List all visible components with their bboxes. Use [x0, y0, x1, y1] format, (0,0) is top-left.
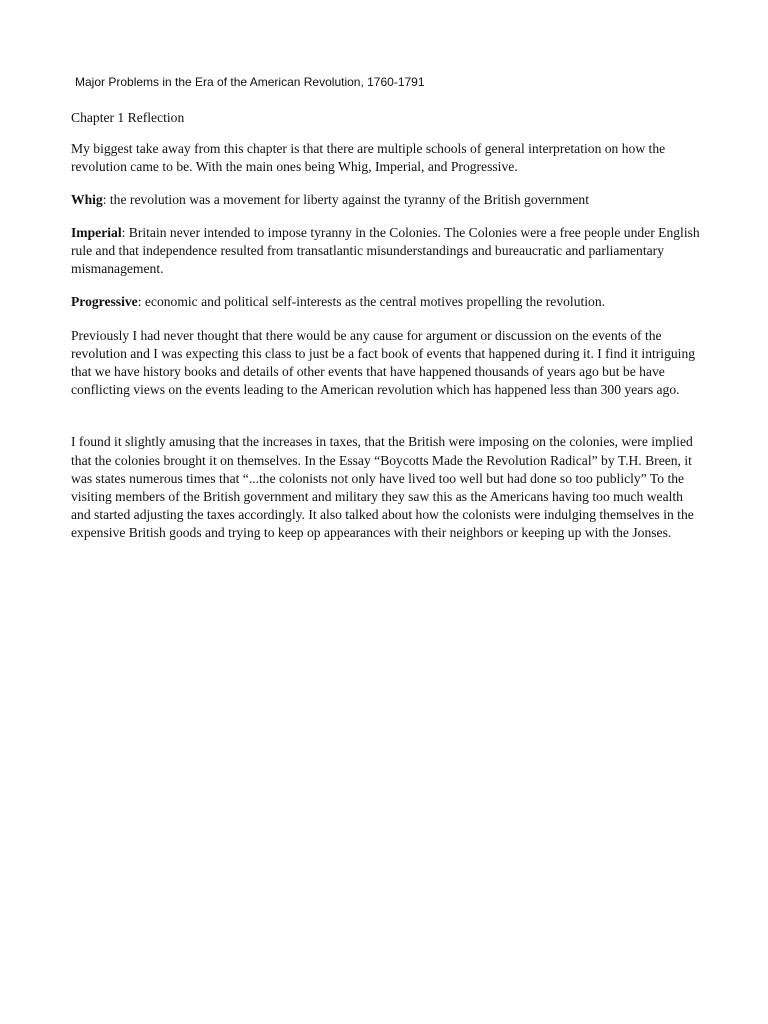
progressive-definition: : economic and political self-interests as the central motives propelling the revolution.	[137, 294, 606, 310]
paragraph-progressive	[71, 293, 701, 311]
imperial-term: Imperial	[71, 224, 122, 240]
whig-definition: : the revolution was a movement for liberty against the tyranny of the British government	[102, 191, 589, 207]
paragraph-whig	[71, 191, 701, 209]
progressive-term: Progressive	[71, 294, 138, 310]
chapter-title: Chapter 1 Reflection	[71, 110, 185, 125]
paragraph-previously: Previously I had never thought that there would be any cause for argument or discussion on the events of the revolution and I was expecting this class to just be a fact book of events that happened during it. I find it intriguing that we have history books and details of other events that have happened thousands of years ago but be have conflicting views on the events leading to the American revolution which has happened less than 300 years ago.	[71, 327, 696, 398]
whig-term: Whig	[71, 191, 103, 207]
paragraph-imperial	[71, 224, 701, 279]
paragraph-amusing: I found it slightly amusing that the increases in taxes, that the British were imposing on the colonies, were implied that the colonies brought it on themselves. In the Essay “Boycotts Made the Revolution Radical” by T.H. Breen, it was states numerous times that “...the colonists not only have lived too well but had done so too publicly” To the visiting members of the British government and military they saw this as the Americans having too much wealth and started adjusting the taxes accordingly. It also talked about how the colonists were indulging themselves in the expensive British goods and trying to keep op appearances with their neighbors or keeping up with the Jonses.	[71, 434, 694, 541]
document-header-title: Major Problems in the Era of the American Revolution, 1760-1791	[75, 75, 425, 89]
imperial-definition: : Britain never intended to impose tyranny in the Colonies. The Colonies were a free people under English rule and that independence resulted from transatlantic misunderstandings and bureaucratic and parliamentary mismanagement.	[71, 224, 700, 277]
document-content	[71, 109, 701, 543]
paragraph-intro: My biggest take away from this chapter is that there are multiple schools of general interpretation on how the revolution came to be. With the main ones being Whig, Imperial, and Progressive.	[71, 141, 666, 175]
